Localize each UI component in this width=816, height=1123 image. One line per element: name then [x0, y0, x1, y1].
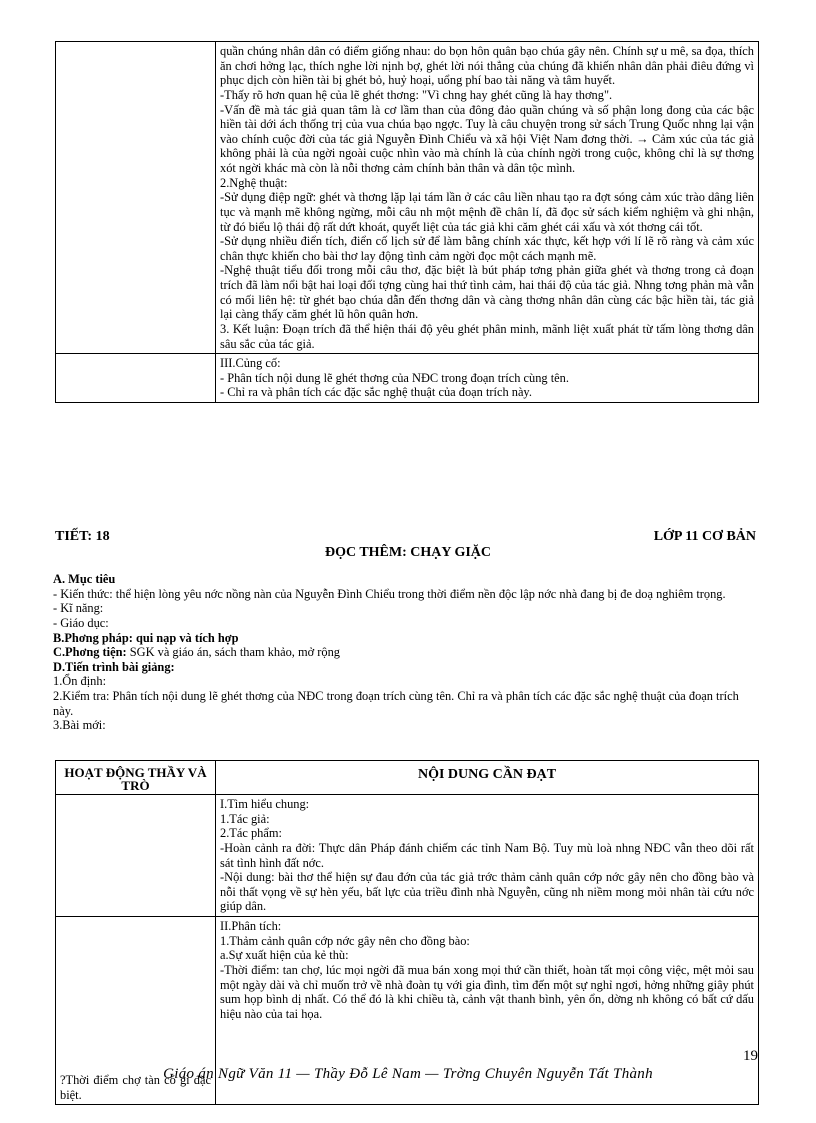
list-item: 1.Thảm cảnh quân cớp nớc gây nên cho đồng bào: [220, 933, 470, 948]
section-heading: I.Tìm hiểu chung: [220, 797, 310, 811]
table-header-row [56, 761, 759, 795]
content-paragraph: -Vấn đề mà tác giả quan tâm là cơ lầm than của đông đảo quần chúng và số phận long đong của các bậc hiền tài dới ách thống trị của vua chúa bạo ngợc. Tuy là câu chuyện trong sử sách Trung Quốc nhng lại vận vào chính cuộc đời của tác giả Nguyễn Đình Chiểu và xã hội Việt Nam đơng thời. → Cảm xúc của tác giả không phải là của ngời ngoài cuộc nhìn vào mà chính là của chính ngời trong cuộc, không chỉ là sự thơng xót ngời khác mà còn là nỗi thơng cảm chính bản thân và dân tộc mình. [220, 102, 754, 175]
content-paragraph: -Thấy rõ hơn quan hệ của lẽ ghét thơng: "Vì chng hay ghét cũng là hay thơng". [220, 87, 613, 102]
page-title: ĐỌC THÊM: CHẠY GIẶC [324, 545, 492, 560]
content-cell [216, 354, 759, 403]
content-paragraph: -Thời điểm: tan chợ, lúc mọi ngời đã mua bán xong mọi thứ cần thiết, hoàn tất mọi công việc, mệt mỏi sau một ngày dài và chỉ muốn trở về nhà đoàn tụ với gia đình, tìm đến một sự nghỉ ngơi, hởng những giây phút sum họp bình dị nhất. Có thể đó là khi chiều tà, cảnh vật thanh bình, yên ổn, dờng nh không có bất cứ dấu hiệu nào của tai họa. [220, 962, 754, 1021]
header-content: NỘI DUNG CẦN ĐẠT [216, 761, 759, 795]
class-level: LỚP 11 CƠ BẢN [653, 529, 756, 544]
table-row [56, 795, 759, 917]
page-footer: Giáo án Ngữ Văn 11 — Thầy Đỗ Lê Nam — Trờng Chuyên Nguyễn Tất Thành [163, 1066, 653, 1082]
table-row [56, 42, 759, 354]
procedure-heading: D.Tiến trình bài giảng: [53, 659, 175, 674]
materials-label: C.Phơng tiện: [53, 645, 127, 660]
stabilize-line: 1.Ổn định: [53, 674, 107, 689]
section-heading: III.Củng cố: [220, 356, 281, 371]
section-heading: II.Phân tích: [220, 919, 282, 933]
page-number: 19 [743, 1048, 758, 1064]
list-item: a.Sự xuất hiện của kẻ thù: [220, 948, 349, 963]
list-item: 2.Tác phẩm: [220, 826, 282, 841]
question-cell: ?Thời điểm chợ tàn có gì đặc biệt. [56, 917, 216, 1105]
table-row [56, 354, 759, 403]
content-paragraph: 3. Kết luận: Đoạn trích đã thể hiện thái độ yêu ghét phân minh, mãnh liệt xuất phát từ tấm lòng thơng dân sâu sắc của tác giả. [220, 321, 754, 351]
new-lesson-line: 3.Bài mới: [53, 718, 106, 733]
content-paragraph: -Nghệ thuật tiểu đối trong mỗi câu thơ, đặc biệt là bút pháp tơng phản giữa ghét và thơng trong cả đoạn trích đã làm nổi bật hai loại đối tợng cùng hai thứ tình cảm, hai thái độ của tác giả. Nhng tơng phản mà vẫn có mối liên hệ: từ ghét bạo chúa dẫn đến thơng dân và càng thơng nhân dân cùng các bậc hiền tài, tác giả lại càng thấy căm ghét lũ hôn quân hơn. [220, 263, 754, 322]
method-heading: B.Phơng pháp: qui nạp và tích hợp [53, 630, 239, 645]
content-paragraph: -Sử dụng điệp ngữ: ghét và thơng lặp lại tám lần ở các câu liền nhau tạo ra đợt sóng cảm xúc trào dâng liên tục và mạnh mẽ không ngừng, mỗi câu nh một mệnh đề chân lí, đã đọc sử sách kiểm nghiệm và ghi nhận, từ đó biểu lộ thái độ rất dứt khoát, quyết liệt của tác giả khi căm ghét cái xấu và xót thơng cái tốt. [220, 190, 754, 234]
knowledge-line: - Kiến thức: thể hiện lòng yêu nớc nồng nàn của Nguyễn Đình Chiểu trong thời điểm nền độc lập nớc nhà đang bị đe doạ nghiêm trọng. [53, 586, 726, 601]
content-cell [216, 42, 759, 354]
lesson-table [55, 760, 759, 1105]
header-activity: HOẠT ĐỘNG THẦY VÀ TRÒ [56, 761, 216, 795]
content-paragraph: -Sử dụng nhiều điển tích, điển cố lịch sử để làm bằng chính xác thực, kết hợp với lí lẽ rõ ràng và cảm xúc chân thực khiến cho bài thơ lay động tình cảm ngời đọc một cách mạnh mẽ. [220, 234, 754, 263]
lesson-plan [53, 572, 761, 733]
content-cell [216, 795, 759, 917]
list-item: - Phân tích nội dung lẽ ghét thơng của NĐC trong đoạn trích cùng tên. [220, 370, 569, 385]
content-paragraph: quần chúng nhân dân có điểm giống nhau: do bọn hôn quân bạo chúa gây nên. Chính sự u mê, sa đọa, thích ăn chơi hởng lạc, thích nghe lời nịnh bợ, ghét lời nói thẳng của chúng đã khiến nhân dân phải điêu đứng vì phục dịch còn hiền tài bị ghét bỏ, huỷ hoại, uổng phí bao tài năng và tâm huyết. [220, 44, 754, 88]
list-item: 1.Tác giả: [220, 811, 270, 826]
lesson-period: TIẾT: 18 [55, 529, 110, 544]
materials-value: SGK và giáo án, sách tham khảo, mở rộng [126, 645, 341, 660]
skills-line: - Kĩ năng: [53, 601, 104, 616]
objectives-heading: A. Mục tiêu [53, 572, 116, 586]
review-line: 2.Kiểm tra: Phân tích nội dung lẽ ghét thơng của NĐC trong đoạn trích cùng tên. Chỉ ra và phân tích các đặc sắc nghệ thuật của đoạn trích này. [53, 689, 739, 718]
activity-cell-empty [56, 795, 216, 917]
materials-line [53, 645, 761, 660]
list-item: - Chỉ ra và phân tích các đặc sắc nghệ thuật của đoạn trích này. [220, 385, 532, 400]
content-paragraph: -Nội dung: bài thơ thể hiện sự đau đớn của tác giả trớc thảm cảnh quân cớp nớc gây nên cho đồng bào và nỗi thất vọng về sự hèn yếu, bất lực của triều đình nhà Nguyễn, cũng nh niềm mong mỏi nhân tài cứu nớc giúp dân. [220, 870, 754, 914]
lesson-table-continued [55, 41, 759, 403]
section-heading: 2.Nghệ thuật: [220, 175, 288, 190]
activity-cell-empty [56, 354, 216, 403]
activity-cell-empty [56, 42, 216, 354]
content-paragraph: -Hoàn cảnh ra đời: Thực dân Pháp đánh chiếm các tỉnh Nam Bộ. Tuy mù loà nhng NĐC vẫn theo dõi rất sát tình hình đất nớc. [220, 840, 754, 870]
education-line: - Giáo dục: [53, 615, 109, 630]
